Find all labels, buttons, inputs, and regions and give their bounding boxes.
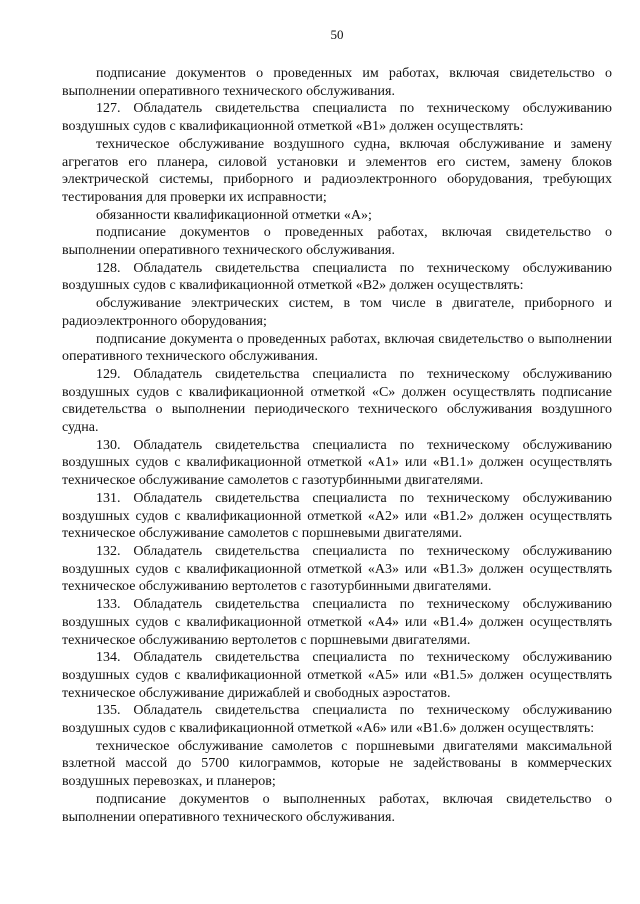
paragraph-clause-132: 132. Обладатель свидетельства специалиста по техническому обслуживанию воздушных судов с квалификационной отметкой «А3» или «В1.3» должен осуществлять техническое обслуживанию вертолетов с газотурбинными двигателями.	[62, 543, 612, 595]
paragraph-clause-133: 133. Обладатель свидетельства специалиста по техническому обслуживанию воздушных судов с квалификационной отметкой «А4» или «В1.4» должен осуществлять техническое обслуживанию вертолетов с поршневыми двигателями.	[62, 597, 612, 648]
paragraph: подписание документа о проведенных работах, включая свидетельство о выполнении оперативного технического обслуживания.	[62, 331, 612, 365]
paragraph-clause-134: 134. Обладатель свидетельства специалиста по техническому обслуживанию воздушных судов с квалификационной отметкой «А5» или «В1.5» должен осуществлять техническое обслуживание дирижаблей и свободных аэростатов.	[62, 650, 612, 701]
paragraph-clause-131: 131. Обладатель свидетельства специалиста по техническому обслуживанию воздушных судов с квалификационной отметкой «А2» или «В1.2» должен осуществлять техническое обслуживание самолетов с поршневыми двигателями.	[62, 490, 612, 542]
paragraph-clause-127: 127. Обладатель свидетельства специалиста по техническому обслуживанию воздушных судов с квалификационной отметкой «В1» должен осуществлять:	[62, 101, 612, 135]
paragraph: техническое обслуживание воздушного судна, включая обслуживание и замену агрегатов его планера, силовой установки и элементов его систем, замену блоков электрической системы, приборного и радиоэлектронного оборудования, требующих тестирования для проверки их исправности;	[62, 136, 612, 205]
paragraph-clause-130: 130. Обладатель свидетельства специалиста по техническому обслуживанию воздушных судов с квалификационной отметкой «А1» или «В1.1» должен осуществлять техническое обслуживание самолетов с газотурбинными двигателями.	[62, 437, 612, 489]
paragraph: подписание документов о выполненных работах, включая свидетельство о выполнении оперативного технического обслуживания.	[62, 791, 612, 825]
paragraph: подписание документов о проведенных им работах, включая свидетельство о выполнении оперативного технического обслуживания.	[62, 66, 612, 99]
page-number: 50	[330, 27, 344, 42]
paragraph: техническое обслуживание самолетов с поршневыми двигателями максимальной взлетной массой до 5700 килограммов, которые не задействованы в коммерческих воздушных перевозках, и планеров;	[62, 738, 612, 790]
paragraph: обслуживание электрических систем, в том числе в двигателе, приборного и радиоэлектронного оборудования;	[62, 296, 612, 329]
paragraph-clause-129: 129. Обладатель свидетельства специалиста по техническому обслуживанию воздушных судов с квалификационной отметкой «С» должен осуществлять подписание свидетельства о выполнении периодического технического обслуживания воздушного судна.	[62, 366, 612, 436]
paragraph-clause-135: 135. Обладатель свидетельства специалиста по техническому обслуживанию воздушных судов с квалификационной отметкой «А6» или «В1.6» должен осуществлять:	[62, 703, 612, 737]
paragraph: подписание документов о проведенных работах, включая свидетельство о выполнении оперативного технического обслуживания.	[62, 225, 612, 259]
paragraph: обязанности квалификационной отметки «А»;	[96, 207, 372, 223]
paragraph-clause-128: 128. Обладатель свидетельства специалиста по техническому обслуживанию воздушных судов с квалификационной отметкой «В2» должен осуществлять:	[62, 260, 612, 294]
